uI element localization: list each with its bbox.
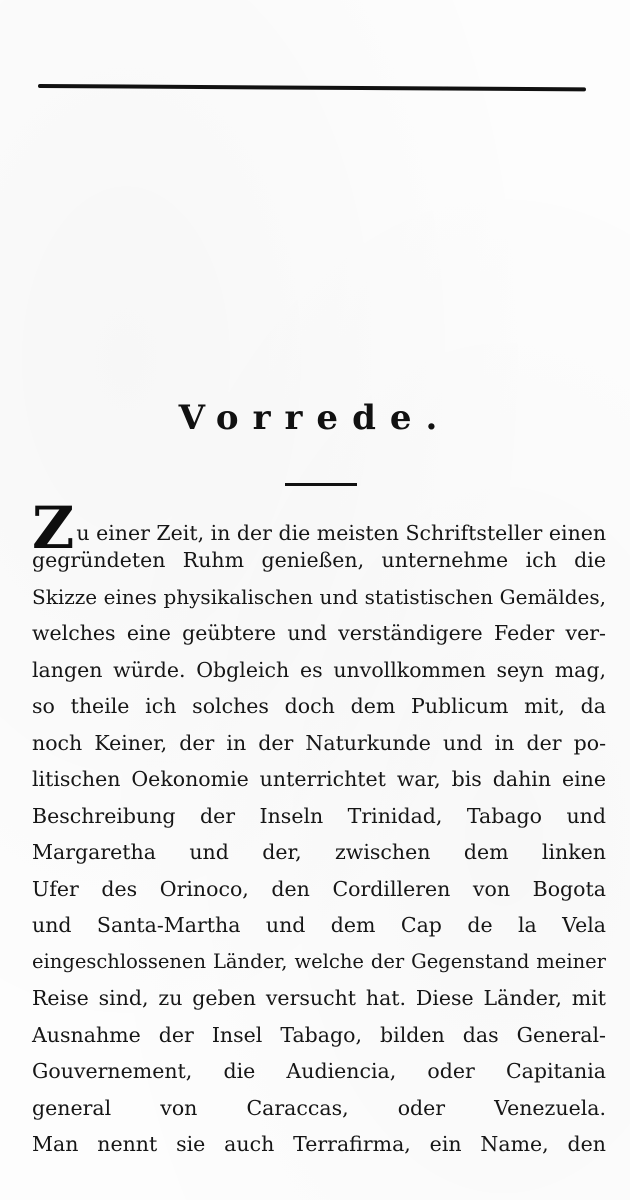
text-line: Ausnahme der Insel Tabago, bilden das General- <box>32 1022 606 1047</box>
text-line: langen würde. Obgleich es unvollkommen seyn mag, <box>32 657 606 682</box>
text-line: Gouvernement, die Audiencia, oder Capitania <box>32 1059 606 1083</box>
text-line: Zu einer Zeit, in der die meisten Schriftsteller einen <box>32 494 607 562</box>
body-text <box>32 494 607 1163</box>
text-line: Ufer des Orinoco, den Cordilleren von Bogota <box>32 876 606 901</box>
text-line: Man nennt sie auch Terrafirma, ein Name, den <box>32 1132 606 1156</box>
text-line: gegründeten Ruhm genießen, unternehme ich die <box>32 548 606 572</box>
text-line: eingeschlossenen Länder, welche der Gegenstand meiner <box>32 949 606 973</box>
top-rule <box>38 84 586 91</box>
title-divider <box>285 483 357 486</box>
text-line: Beschreibung der Inseln Trinidad, Tabago und <box>32 803 606 828</box>
text-line: und Santa-Martha und dem Cap de la Vela <box>32 913 606 937</box>
text-line: litischen Oekonomie unterrichtet war, bis dahin eine <box>32 767 606 791</box>
text-line: general von Caraccas, oder Venezuela. <box>32 1095 606 1120</box>
text-line: Skizze eines physikalischen und statistischen Gemäldes, <box>32 584 606 609</box>
text-line: so theile ich solches doch dem Publicum mit, da <box>32 694 606 718</box>
text-line: welches eine geübtere und verständigere Feder ver- <box>32 621 606 645</box>
text-line: Reise sind, zu geben versucht hat. Diese Länder, mit <box>32 986 606 1010</box>
text-line: Margaretha und der, zwischen dem linken <box>32 840 606 864</box>
drop-cap: Z <box>32 494 75 562</box>
page-title: Vorrede. <box>178 398 452 438</box>
text-line: noch Keiner, der in der Naturkunde und in der po- <box>32 730 606 755</box>
